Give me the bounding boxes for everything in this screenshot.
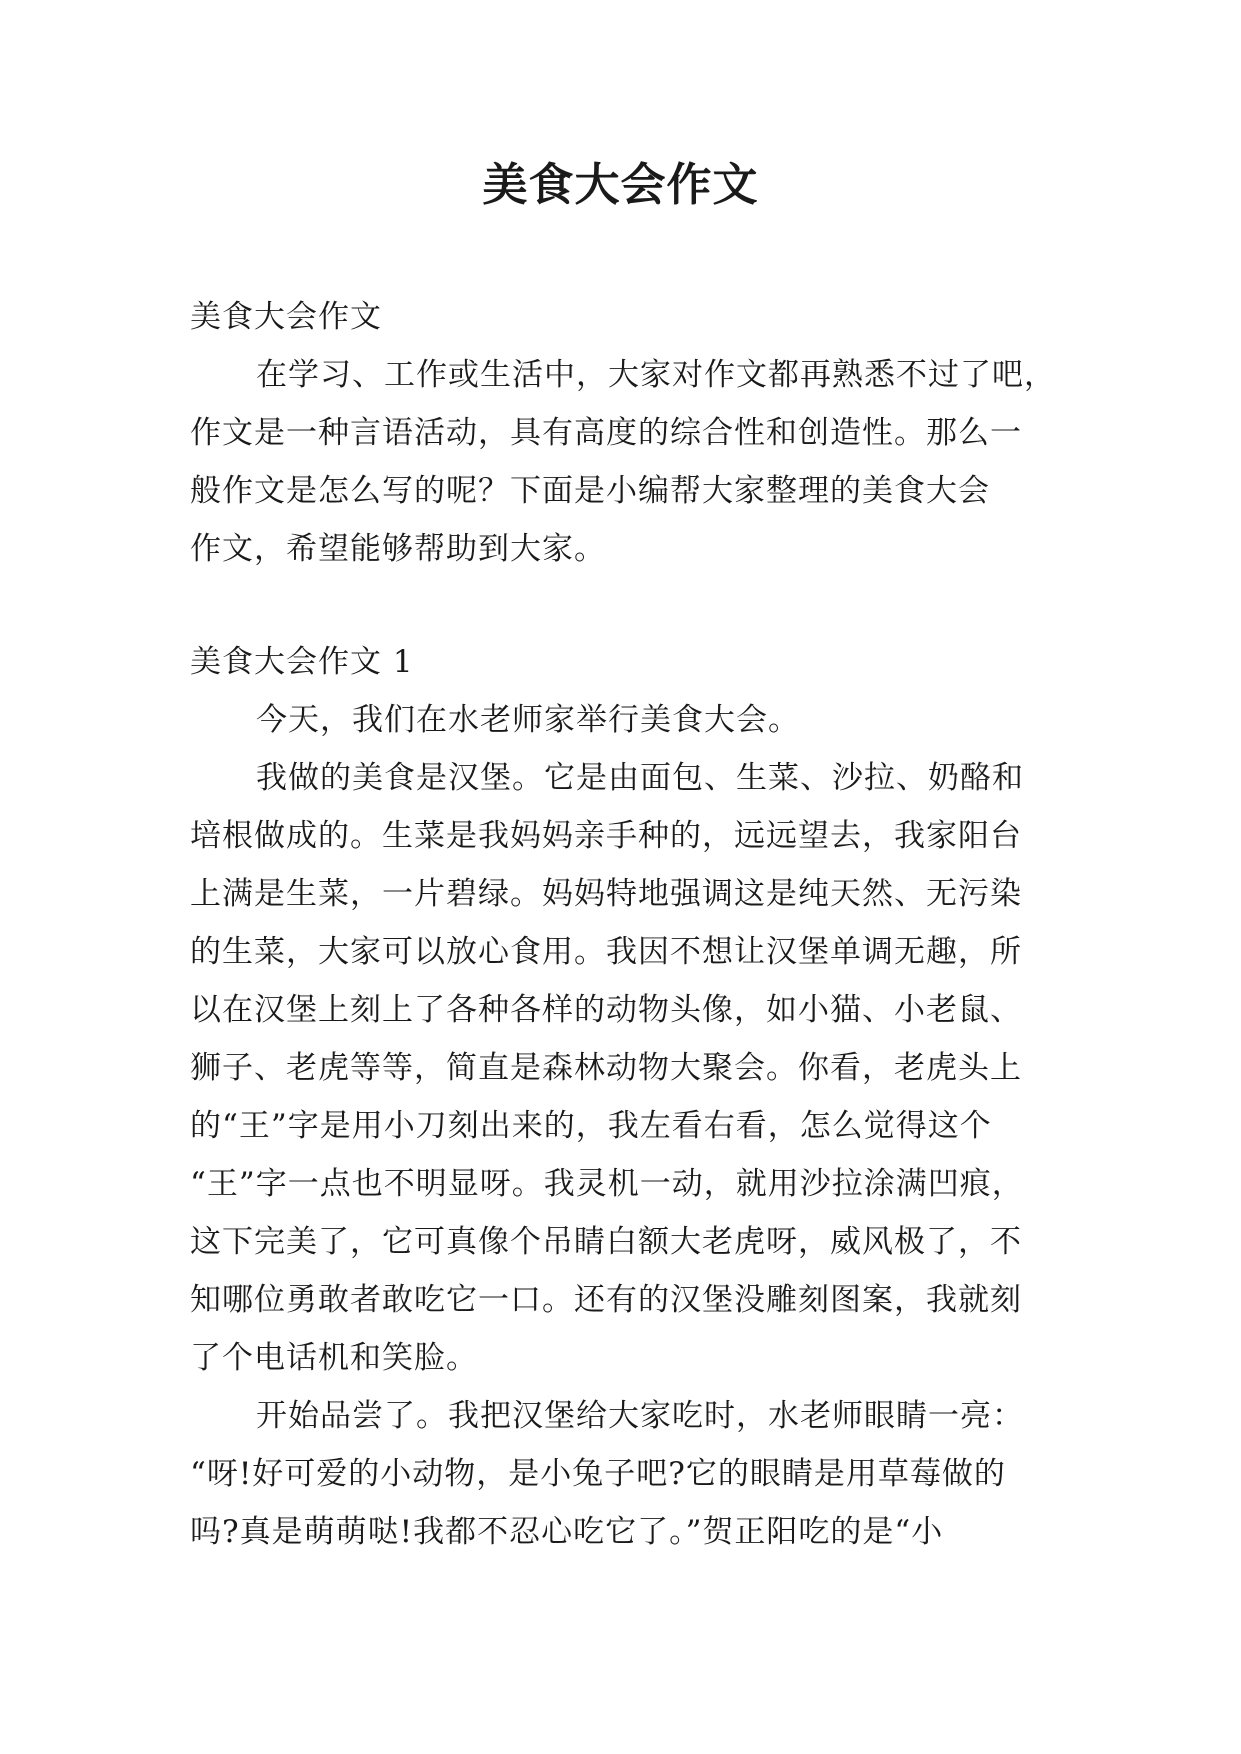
paragraph-line: 知哪位勇敢者敢吃它一口。还有的汉堡没雕刻图案，我就刻 — [190, 1282, 1022, 1318]
paragraph-line: 培根做成的。生菜是我妈妈亲手种的，远远望去，我家阳台 — [190, 818, 1022, 854]
intro-line: 作文是一种言语活动，具有高度的综合性和创造性。那么一 — [190, 415, 1022, 451]
paragraph-line: 的“王”字是用小刀刻出来的，我左看右看，怎么觉得这个 — [190, 1108, 992, 1144]
paragraph-line: 的生菜，大家可以放心食用。我因不想让汉堡单调无趣，所 — [190, 934, 1022, 970]
paragraph-line: 了个电话机和笑脸。 — [190, 1340, 478, 1376]
intro-line: 在学习、工作或生活中，大家对作文都再熟悉不过了吧， — [256, 357, 1056, 393]
intro-line: 作文，希望能够帮助到大家。 — [190, 531, 606, 567]
paragraph-line: 开始品尝了。我把汉堡给大家吃时，水老师眼睛一亮： — [256, 1398, 1024, 1434]
intro-line: 般作文是怎么写的呢？下面是小编帮大家整理的美食大会 — [190, 473, 990, 509]
paragraph-line: “王”字一点也不明显呀。我灵机一动，就用沙拉涂满凹痕， — [190, 1166, 1024, 1202]
paragraph-line: 以在汉堡上刻上了各种各样的动物头像，如小猫、小老鼠、 — [190, 992, 1022, 1028]
document-body — [190, 288, 1060, 1561]
paragraph-line: 狮子、老虎等等，简直是森林动物大聚会。你看，老虎头上 — [190, 1050, 1022, 1086]
document-title: 美食大会作文 — [482, 158, 759, 211]
paragraph-line: 上满是生菜，一片碧绿。妈妈特地强调这是纯天然、无污染 — [190, 876, 1022, 912]
paragraph-line: 这下完美了，它可真像个吊睛白额大老虎呀，威风极了，不 — [190, 1224, 1022, 1260]
paragraph-line: “呀!好可爱的小动物，是小兔子吧?它的眼睛是用草莓做的 — [190, 1456, 1006, 1492]
section-heading: 美食大会作文 1 — [190, 644, 414, 680]
intro-heading: 美食大会作文 — [190, 299, 382, 335]
paragraph-line: 吗?真是萌萌哒!我都不忍心吃它了。”贺正阳吃的是“小 — [190, 1514, 944, 1550]
paragraph-line: 我做的美食是汉堡。它是由面包、生菜、沙拉、奶酪和 — [256, 760, 1024, 796]
paragraph-line: 今天，我们在水老师家举行美食大会。 — [256, 702, 800, 738]
